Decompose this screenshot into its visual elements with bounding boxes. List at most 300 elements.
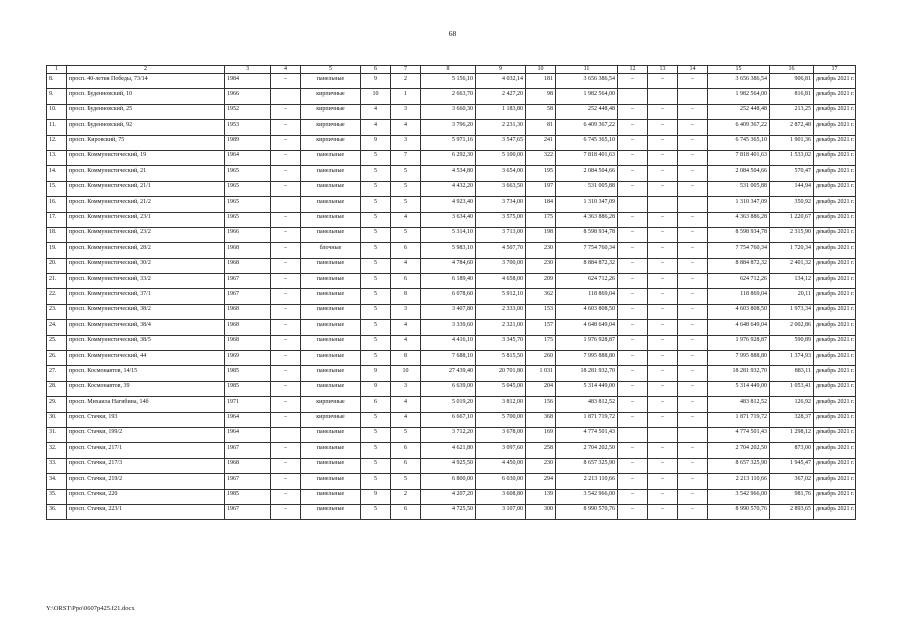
table-cell: 3 656 386,54 <box>556 74 618 89</box>
table-cell: 230 <box>526 243 556 258</box>
table-cell: 3 796,20 <box>421 120 476 135</box>
table-cell <box>678 427 708 442</box>
table-cell: 32. <box>47 443 67 458</box>
table-cell: 9 <box>361 366 391 381</box>
table-cell: 3 097,60 <box>476 443 526 458</box>
table-cell: 3 547,65 <box>476 135 526 150</box>
table-cell: панельные <box>301 166 361 181</box>
table-cell: – <box>648 474 678 489</box>
table-cell: – <box>618 181 648 196</box>
table-cell: 2 315,90 <box>770 227 814 242</box>
table-cell: – <box>271 258 301 273</box>
table-cell: панельные <box>301 212 361 227</box>
table-cell: 5 <box>391 166 421 181</box>
table-cell: 1 976 928,87 <box>708 335 770 350</box>
table-cell: – <box>648 366 678 381</box>
table-cell: 1967 <box>225 474 271 489</box>
table-cell: 1965 <box>225 212 271 227</box>
table-cell: – <box>678 243 708 258</box>
table-cell: просп. Коммунистический, 28/2 <box>67 243 225 258</box>
table-cell: 10. <box>47 104 67 119</box>
table-cell: 4 658,00 <box>476 274 526 289</box>
table-cell: 1968 <box>225 335 271 350</box>
table-cell: – <box>648 135 678 150</box>
table-cell: просп. Михаила Нагибина, 14б <box>67 397 225 412</box>
table-cell: просп. Стачки, 193 <box>67 412 225 427</box>
table-cell: 7 754 760,34 <box>556 243 618 258</box>
table-cell: панельные <box>301 289 361 304</box>
table-row <box>47 381 856 396</box>
table-cell: 16. <box>47 197 67 212</box>
table-cell: 483 812,52 <box>708 397 770 412</box>
column-number-header: 15 <box>708 66 770 74</box>
table-cell: 3 <box>391 304 421 319</box>
table-cell: 9 <box>361 381 391 396</box>
table-cell: 3 608,80 <box>476 489 526 504</box>
table-cell: декабрь 2021 г. <box>814 504 856 519</box>
table-cell: 4 925,50 <box>421 458 476 473</box>
table-cell: 4 450,00 <box>476 458 526 473</box>
table-cell: просп. Коммунистический, 37/1 <box>67 289 225 304</box>
table-cell: 198 <box>526 227 556 242</box>
table-cell: 3 <box>391 135 421 150</box>
table-cell: панельные <box>301 335 361 350</box>
table-cell: панельные <box>301 504 361 519</box>
table-cell: – <box>648 489 678 504</box>
column-number-header: 1 <box>47 66 67 74</box>
table-cell: – <box>678 74 708 89</box>
table-cell: 18. <box>47 227 67 242</box>
table-cell: 1 901,36 <box>770 135 814 150</box>
table-row <box>47 289 856 304</box>
table-cell: 126,92 <box>770 397 814 412</box>
table-cell: – <box>648 258 678 273</box>
table-cell: 6 292,30 <box>421 150 476 165</box>
table-cell: 4 363 886,28 <box>708 212 770 227</box>
table-cell: – <box>618 335 648 350</box>
table-cell: 1 973,34 <box>770 304 814 319</box>
table-cell: 3 107,00 <box>476 504 526 519</box>
table-cell: 1968 <box>225 243 271 258</box>
table-cell: 2 <box>391 74 421 89</box>
table-cell <box>271 427 301 442</box>
table-cell: 1985 <box>225 366 271 381</box>
table-cell: – <box>648 412 678 427</box>
table-cell: 5 <box>361 227 391 242</box>
table-cell: 1 982 564,00 <box>708 89 770 104</box>
register-table <box>46 65 856 520</box>
table-cell: 5 <box>391 197 421 212</box>
table-cell: – <box>678 120 708 135</box>
table-cell: – <box>618 443 648 458</box>
table-cell: 153 <box>526 304 556 319</box>
table-cell: 3 734,00 <box>476 197 526 212</box>
table-cell: – <box>678 366 708 381</box>
table-cell: 5 <box>361 258 391 273</box>
table-cell: панельные <box>301 489 361 504</box>
table-cell: 157 <box>526 320 556 335</box>
table-cell: 3 339,60 <box>421 320 476 335</box>
table-cell: 2 084 504,66 <box>556 166 618 181</box>
table-cell: – <box>618 397 648 412</box>
table-cell: – <box>648 212 678 227</box>
table-cell: 873,00 <box>770 443 814 458</box>
table-cell: 10 <box>391 366 421 381</box>
table-cell: 5 314 449,00 <box>556 381 618 396</box>
table-cell <box>648 427 678 442</box>
table-cell: 590,89 <box>770 335 814 350</box>
table-cell: просп. Коммунистический, 21 <box>67 166 225 181</box>
table-cell: – <box>648 289 678 304</box>
table-cell: – <box>271 104 301 119</box>
table-cell: кирпичные <box>301 412 361 427</box>
table-cell: – <box>678 135 708 150</box>
table-cell: просп. Коммунистический, 44 <box>67 351 225 366</box>
table-cell: 5 912,10 <box>476 289 526 304</box>
table-cell: 1969 <box>225 351 271 366</box>
table-cell: 6 745 365,10 <box>556 135 618 150</box>
table-cell: панельные <box>301 427 361 442</box>
table-cell: 4 <box>391 258 421 273</box>
table-cell: 4 725,50 <box>421 504 476 519</box>
table-cell: 531 005,88 <box>708 181 770 196</box>
table-cell: 6 <box>391 274 421 289</box>
table-cell: декабрь 2021 г. <box>814 427 856 442</box>
table-row <box>47 458 856 473</box>
table-cell: 175 <box>526 212 556 227</box>
table-cell: 20. <box>47 258 67 273</box>
table-cell: 4 774 501,43 <box>556 427 618 442</box>
table-cell: 184 <box>526 197 556 212</box>
table-cell: 3 575,00 <box>476 212 526 227</box>
table-cell: декабрь 2021 г. <box>814 489 856 504</box>
table-cell: – <box>618 412 648 427</box>
table-cell: – <box>648 320 678 335</box>
table-cell: 8 <box>391 351 421 366</box>
table-row <box>47 166 856 181</box>
table-cell: 8 598 934,78 <box>556 227 618 242</box>
table-cell: 1 <box>391 89 421 104</box>
column-number-header: 8 <box>421 66 476 74</box>
table-cell: 350,92 <box>770 197 814 212</box>
table-cell: 1 183,80 <box>476 104 526 119</box>
table-cell: 1985 <box>225 489 271 504</box>
table-cell: – <box>271 227 301 242</box>
table-cell: декабрь 2021 г. <box>814 120 856 135</box>
table-cell: – <box>618 474 648 489</box>
table-cell: 7 754 760,34 <box>708 243 770 258</box>
table-cell: – <box>648 227 678 242</box>
table-cell: – <box>618 243 648 258</box>
table-cell: 362 <box>526 289 556 304</box>
table-cell: – <box>648 274 678 289</box>
table-cell: – <box>271 397 301 412</box>
table-cell: 20 701,80 <box>476 366 526 381</box>
table-cell: 21. <box>47 274 67 289</box>
table-cell: 1984 <box>225 74 271 89</box>
column-number-header: 12 <box>618 66 648 74</box>
table-cell: 6 078,60 <box>421 289 476 304</box>
column-number-header: 16 <box>770 66 814 74</box>
table-cell: 18 281 932,70 <box>556 366 618 381</box>
table-cell: 5 156,10 <box>421 74 476 89</box>
table-cell: 11. <box>47 120 67 135</box>
table-cell: 4 784,60 <box>421 258 476 273</box>
table-cell: 8 990 570,76 <box>556 504 618 519</box>
table-cell: 3 634,40 <box>421 212 476 227</box>
table-cell: 624 712,26 <box>556 274 618 289</box>
table-cell: 322 <box>526 150 556 165</box>
table-cell: 2 321,00 <box>476 320 526 335</box>
table-cell: 1965 <box>225 181 271 196</box>
table-cell: 2 231,30 <box>476 120 526 135</box>
table-cell: – <box>271 274 301 289</box>
table-row <box>47 135 856 150</box>
table-cell: декабрь 2021 г. <box>814 351 856 366</box>
table-cell: 1968 <box>225 458 271 473</box>
table-row <box>47 243 856 258</box>
table-cell: – <box>271 335 301 350</box>
table-cell: 8 884 872,32 <box>556 258 618 273</box>
table-cell: – <box>678 274 708 289</box>
table-cell: панельные <box>301 381 361 396</box>
column-number-header: 6 <box>361 66 391 74</box>
table-cell: панельные <box>301 258 361 273</box>
table-row <box>47 181 856 196</box>
table-cell: 169 <box>526 427 556 442</box>
column-number-header: 11 <box>556 66 618 74</box>
table-row <box>47 351 856 366</box>
table-cell: декабрь 2021 г. <box>814 150 856 165</box>
table-cell: 156 <box>526 397 556 412</box>
table-row <box>47 335 856 350</box>
column-number-header: 4 <box>271 66 301 74</box>
table-cell: 3 713,00 <box>476 227 526 242</box>
table-cell: – <box>271 458 301 473</box>
table-cell: 195 <box>526 166 556 181</box>
table-cell <box>678 89 708 104</box>
table-cell: 300 <box>526 504 556 519</box>
table-cell: 3 700,00 <box>476 258 526 273</box>
table-cell: 8 598 934,78 <box>708 227 770 242</box>
table-cell: 6 409 367,22 <box>708 120 770 135</box>
table-cell: – <box>271 474 301 489</box>
table-cell: 197 <box>526 181 556 196</box>
table-cell: 6 667,10 <box>421 412 476 427</box>
table-cell: 58 <box>526 104 556 119</box>
column-number-header: 13 <box>648 66 678 74</box>
table-cell: 570,47 <box>770 166 814 181</box>
table-cell: – <box>618 258 648 273</box>
table-cell: декабрь 2021 г. <box>814 320 856 335</box>
table-cell: 23. <box>47 304 67 319</box>
table-cell: 981,76 <box>770 489 814 504</box>
table-cell: 81 <box>526 120 556 135</box>
table-cell: просп. Стачки, 217/1 <box>67 443 225 458</box>
table-cell: 3 654,00 <box>476 166 526 181</box>
table-cell: просп. Коммунистический, 38/2 <box>67 304 225 319</box>
table-cell <box>648 89 678 104</box>
table-cell: – <box>271 243 301 258</box>
table-cell: 1 533,02 <box>770 150 814 165</box>
table-cell: – <box>678 258 708 273</box>
table-cell: – <box>271 443 301 458</box>
table-cell: 22. <box>47 289 67 304</box>
table-cell: 19. <box>47 243 67 258</box>
table-cell: – <box>648 181 678 196</box>
table-row <box>47 412 856 427</box>
table-row <box>47 197 856 212</box>
table-cell: 7 818 401,63 <box>556 150 618 165</box>
table-cell: 5 815,50 <box>476 351 526 366</box>
table-cell: – <box>648 381 678 396</box>
table-cell: – <box>618 274 648 289</box>
table-cell: – <box>271 289 301 304</box>
table-cell: 5 <box>391 227 421 242</box>
table-cell: – <box>271 320 301 335</box>
table-cell: – <box>618 458 648 473</box>
table-cell: 144,94 <box>770 181 814 196</box>
table-cell: – <box>648 243 678 258</box>
table-cell: 5 <box>361 181 391 196</box>
table-cell: – <box>648 504 678 519</box>
table-cell: панельные <box>301 351 361 366</box>
table-cell: – <box>271 166 301 181</box>
table-cell: – <box>678 381 708 396</box>
table-cell: 8 <box>391 289 421 304</box>
table-cell: панельные <box>301 150 361 165</box>
table-cell: панельные <box>301 274 361 289</box>
table-cell: 3 656 386,54 <box>708 74 770 89</box>
table-cell: 28. <box>47 381 67 396</box>
table-cell: 5 <box>361 197 391 212</box>
table-cell: 883,11 <box>770 366 814 381</box>
table-cell: 18 281 932,70 <box>708 366 770 381</box>
column-number-row <box>47 66 856 74</box>
table-cell: 2 084 504,66 <box>708 166 770 181</box>
table-row <box>47 474 856 489</box>
table-cell: 906,81 <box>770 74 814 89</box>
table-cell: 8 990 570,76 <box>708 504 770 519</box>
table-cell: 9 <box>361 135 391 150</box>
table-cell: просп. Коммунистический, 21/1 <box>67 181 225 196</box>
table-cell: просп. Кировский, 75 <box>67 135 225 150</box>
table-cell: 5 <box>361 212 391 227</box>
table-cell: 4 432,20 <box>421 181 476 196</box>
table-cell: 4 534,80 <box>421 166 476 181</box>
table-cell: – <box>678 320 708 335</box>
table-cell: просп. Стачки, 220 <box>67 489 225 504</box>
table-cell: 1968 <box>225 320 271 335</box>
table-cell: 20,11 <box>770 289 814 304</box>
table-cell: декабрь 2021 г. <box>814 227 856 242</box>
table-cell: 36. <box>47 504 67 519</box>
table-cell: 1971 <box>225 397 271 412</box>
table-cell: 5 <box>361 289 391 304</box>
table-cell: 1964 <box>225 412 271 427</box>
table-cell: декабрь 2021 г. <box>814 366 856 381</box>
table-row <box>47 89 856 104</box>
table-cell: декабрь 2021 г. <box>814 274 856 289</box>
table-cell: 3 678,00 <box>476 427 526 442</box>
table-cell: 1 298,12 <box>770 427 814 442</box>
table-cell: 29. <box>47 397 67 412</box>
table-cell: 252 448,48 <box>556 104 618 119</box>
table-cell: 35. <box>47 489 67 504</box>
table-cell: 6 <box>391 504 421 519</box>
table-cell: 5 <box>361 504 391 519</box>
table-cell: – <box>678 412 708 427</box>
table-cell: 4 923,40 <box>421 197 476 212</box>
table-cell: 2 427,20 <box>476 89 526 104</box>
table-cell: кирпичные <box>301 120 361 135</box>
table-cell: 24. <box>47 320 67 335</box>
table-cell: – <box>618 166 648 181</box>
table-cell: 1964 <box>225 150 271 165</box>
table-cell: – <box>648 304 678 319</box>
table-cell: – <box>271 366 301 381</box>
table-cell <box>678 197 708 212</box>
table-cell: 3 660,30 <box>421 104 476 119</box>
table-cell: 1965 <box>225 166 271 181</box>
column-number-header: 3 <box>225 66 271 74</box>
table-cell: блочные <box>301 243 361 258</box>
table-cell: – <box>678 227 708 242</box>
table-cell: – <box>678 474 708 489</box>
table-cell: – <box>271 504 301 519</box>
table-cell: – <box>271 304 301 319</box>
table-row <box>47 258 856 273</box>
table-cell: 4 648 649,04 <box>708 320 770 335</box>
table-cell: 230 <box>526 458 556 473</box>
table-cell: 118 869,04 <box>708 289 770 304</box>
table-cell: просп. Космонавтов, 14/15 <box>67 366 225 381</box>
table-cell: 17. <box>47 212 67 227</box>
table-cell: 5 019,20 <box>421 397 476 412</box>
table-cell: 6 800,00 <box>421 474 476 489</box>
table-cell: панельные <box>301 366 361 381</box>
table-cell: – <box>618 135 648 150</box>
table-cell: – <box>618 289 648 304</box>
table-cell: – <box>618 150 648 165</box>
table-cell: декабрь 2021 г. <box>814 104 856 119</box>
table-cell: 483 812,52 <box>556 397 618 412</box>
table-cell: 5 <box>361 243 391 258</box>
table-cell: декабрь 2021 г. <box>814 443 856 458</box>
table-cell: – <box>678 212 708 227</box>
table-cell: 2 872,48 <box>770 120 814 135</box>
file-path-footer: Y:\ORST\Ppo\0607p425.f21.docx <box>46 605 135 612</box>
table-cell: кирпичные <box>301 397 361 412</box>
table-cell: 5 700,00 <box>476 412 526 427</box>
table-cell: – <box>648 74 678 89</box>
table-cell: 6 <box>391 443 421 458</box>
table-row <box>47 489 856 504</box>
table-cell: 33. <box>47 458 67 473</box>
table-cell: 6 <box>391 243 421 258</box>
table-cell: 1 976 928,87 <box>556 335 618 350</box>
table-cell: 4 774 501,43 <box>708 427 770 442</box>
table-cell: 5 983,10 <box>421 243 476 258</box>
table-cell: 5 <box>361 304 391 319</box>
table-cell: 5 <box>361 351 391 366</box>
table-cell: 5 <box>361 412 391 427</box>
table-cell: просп. Стачки, 223/1 <box>67 504 225 519</box>
table-cell: – <box>678 166 708 181</box>
table-cell: 4 507,70 <box>476 243 526 258</box>
table-cell: – <box>618 120 648 135</box>
table-cell: 8 657 325,90 <box>556 458 618 473</box>
